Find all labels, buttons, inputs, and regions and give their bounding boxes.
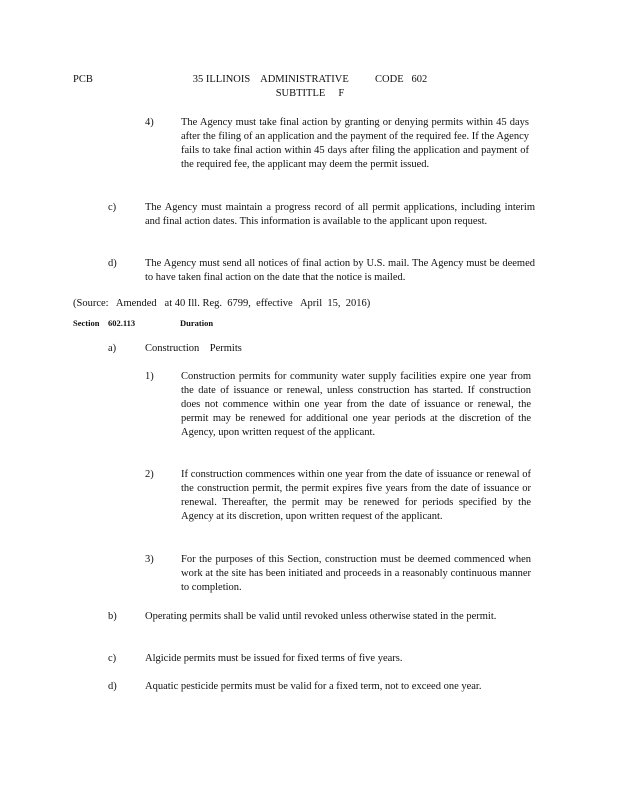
section-title: Duration [180,318,214,328]
section-number: Section 602.113 [73,318,136,328]
item-a-title: Construction Permits [145,343,242,354]
item-d-text: The Agency must send all notices of final action by U.S. mail. The Agency must be deemed to have taken final action on the date that the notice is mailed. [145,258,535,283]
item-b-label: b) [108,611,117,622]
item-4-label: 4) [145,117,154,128]
item-c-text: The Agency must maintain a progress record of all permit applications, including interim and final action dates. This information is available to the applicant upon request. [145,202,535,227]
item-a3-text: For the purposes of this Section, construction must be deemed commenced when work at the site has been initiated and proceeds in a reasonably continuous manner to completion. [181,554,531,593]
item-a1-label: 1) [145,371,154,382]
item-c-label: c) [108,202,117,213]
header-title-line2: SUBTITLE F [275,88,345,99]
header-agency: PCB [73,74,93,85]
item-4-text: The Agency must take final action by granting or denying permits within 45 days after the filing of an application and the payment of the required fee. If the Agency fails to take final action within 45 days after filing the application and payment of the required fee, the applicant may deem the permit issued. [181,117,529,170]
item-a3-label: 3) [145,554,154,565]
item-d2-label: d) [108,681,117,692]
item-b-text: Operating permits shall be valid until revoked unless otherwise stated in the permit. [145,611,497,622]
item-a2-text: If construction commences within one year from the date of issuance or renewal of the construction permit, the permit expires five years from the date of issuance or renewal. Thereafter, the permit may be renewed for periods specified by the Agency at its discretion, upon written request of the applicant. [181,469,531,522]
item-a2-label: 2) [145,469,154,480]
item-c2-text: Algicide permits must be issued for fixed terms of five years. [145,653,403,664]
item-d2-text: Aquatic pesticide permits must be valid for a fixed term, not to exceed one year. [145,681,482,692]
item-a1-text: Construction permits for community water supply facilities expire one year from the date of issuance or renewal, unless construction has started. If construction does not commence within one year from the date of issuance or renewal, the permit may be renewed for additional one year periods at the discretion of the Agency, upon written request of the applicant. [181,371,531,438]
source-note: (Source: Amended at 40 Ill. Reg. 6799, effective April 15, 2016) [73,298,371,309]
item-c2-label: c) [108,653,117,664]
item-d-label: d) [108,258,117,269]
header-title-line1: 35 ILLINOIS ADMINISTRATIVE CODE 602 [192,74,428,85]
header-title [160,73,460,101]
item-a-label: a) [108,343,117,354]
